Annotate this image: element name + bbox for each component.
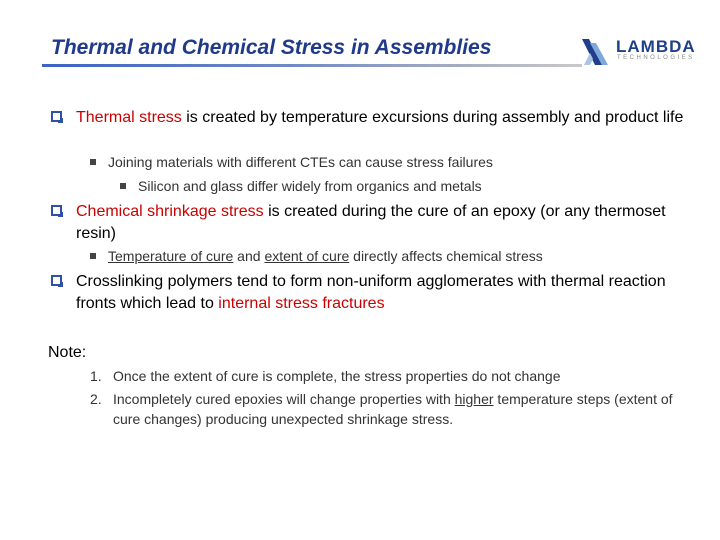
logo-subtitle: TECHNOLOGIES: [617, 55, 695, 61]
chemical-shrinkage-term: Chemical shrinkage stress: [76, 203, 264, 220]
sub-sub-bullet-text: Silicon and glass differ widely from organics and metals: [138, 178, 482, 194]
note-text-post: temperature steps (extent of cure changes) producing unexpected shrinkage stress.: [113, 391, 673, 427]
sub-bullet-conjunction: and: [233, 248, 265, 264]
square-bullet-icon: [120, 183, 126, 189]
square-bullet-icon: [90, 253, 96, 259]
checkbox-bullet-icon: [51, 275, 62, 286]
company-logo: [580, 35, 696, 69]
extent-of-cure: extent of cure: [264, 248, 350, 264]
lambda-logo-icon: [580, 37, 614, 67]
logo-name: LAMBDA: [616, 37, 696, 56]
temperature-of-cure: Temperature of cure: [108, 248, 234, 264]
note-text: Once the extent of cure is complete, the stress properties do not change: [113, 368, 561, 384]
square-bullet-icon: [90, 159, 96, 165]
note-number: 2.: [90, 391, 102, 407]
note-text-higher: higher: [454, 391, 494, 407]
internal-stress-fractures: internal stress fractures: [218, 295, 385, 312]
checkbox-bullet-icon: [51, 111, 62, 122]
note-text-pre: Incompletely cured epoxies will change properties with: [113, 391, 455, 407]
sub-bullet-text: Joining materials with different CTEs can cause stress failures: [108, 154, 493, 170]
thermal-stress-desc: is created by temperature excursions during assembly and product life: [181, 109, 684, 126]
note-label: Note:: [48, 344, 87, 361]
title-underline: [42, 64, 582, 67]
note-number: 1.: [90, 368, 102, 384]
sub-bullet-tail: directly affects chemical stress: [349, 248, 543, 264]
slide-title: Thermal and Chemical Stress in Assemblies: [51, 36, 492, 59]
thermal-stress-term: Thermal stress: [76, 109, 182, 126]
chemical-shrinkage-desc: is created during the cure of an epoxy (or any thermoset resin): [76, 203, 666, 242]
crosslinking-desc: Crosslinking polymers tend to form non-uniform agglomerates with thermal reaction fronts which lead to: [76, 273, 666, 312]
checkbox-bullet-icon: [51, 205, 62, 216]
